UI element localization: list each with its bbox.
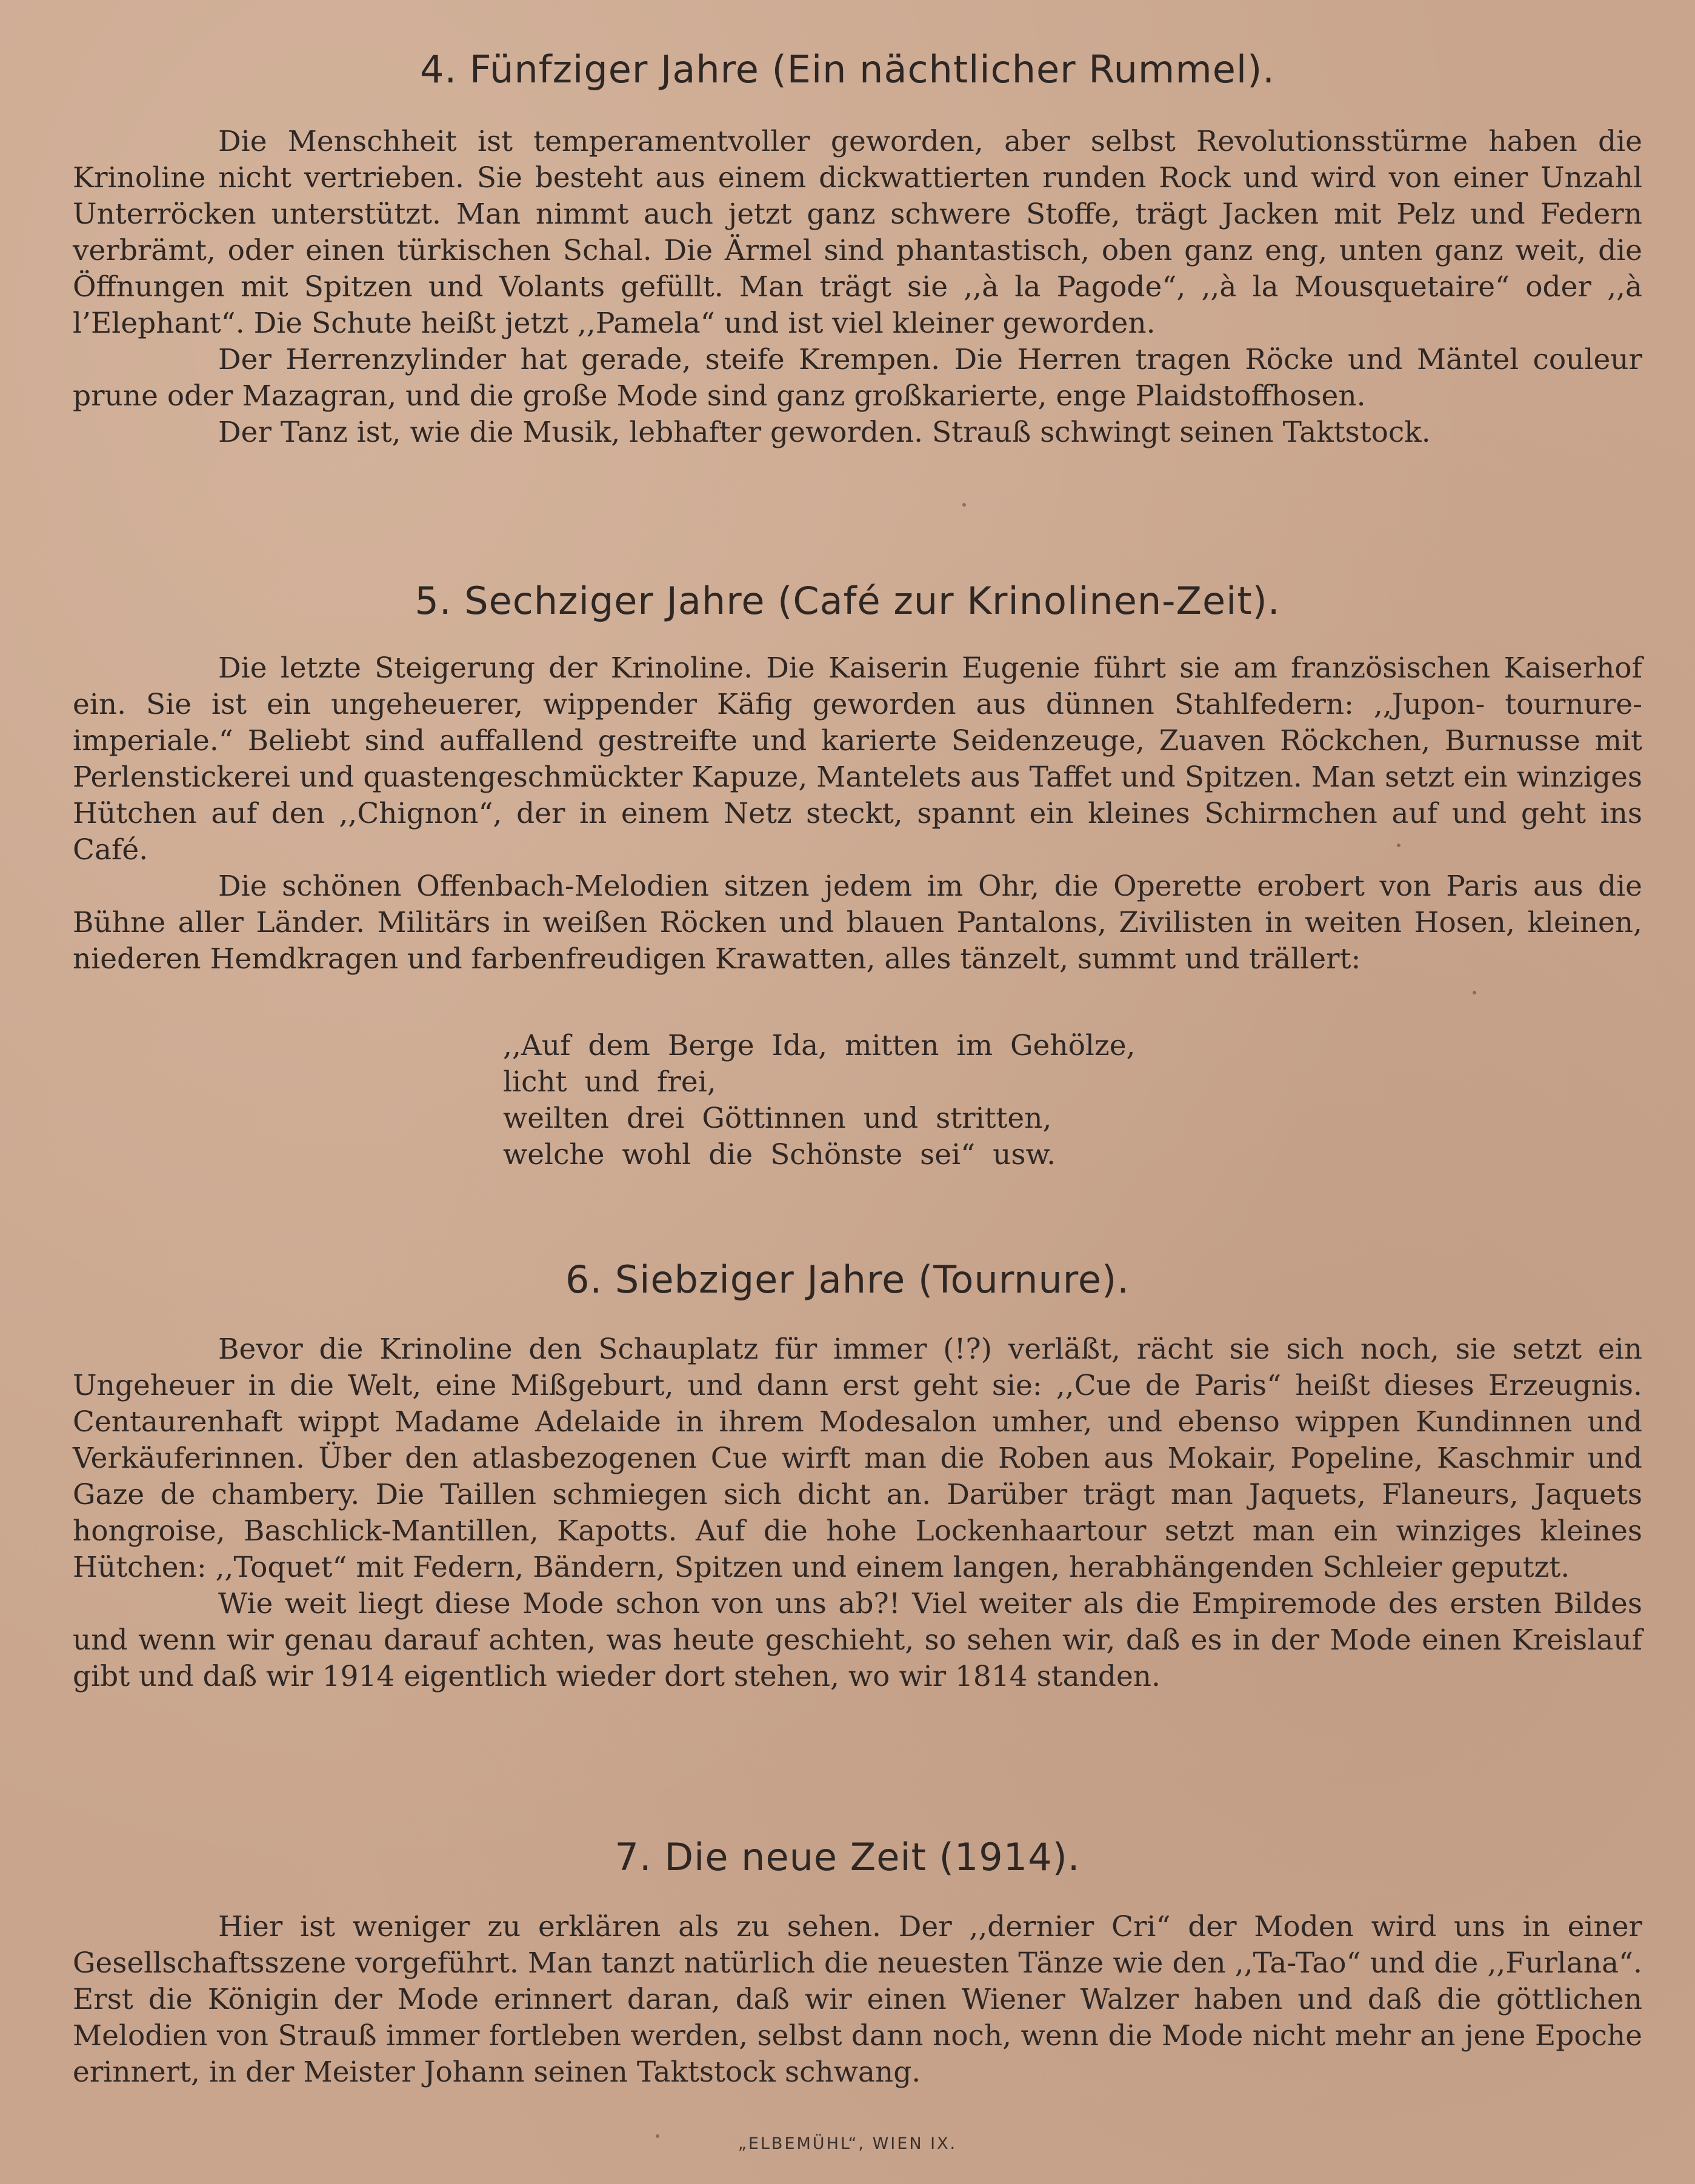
paper-speck <box>1473 991 1476 994</box>
section-6-paragraph-2: Wie weit liegt diese Mode schon von uns ab?! Viel weiter als die Empiremode des ersten Bildes und wenn wir genau darauf achten, was heute geschieht, so sehen wir, daß es in der Mode einen Kreislauf gibt und daß wir 1914 eigentlich wieder dort stehen, wo wir 1814 standen. <box>73 1587 1642 1693</box>
song-quotation <box>503 1028 1412 1173</box>
section-7-body <box>73 1909 1642 2091</box>
song-line: ,,Auf dem Berge Ida, mitten im Gehölze, <box>503 1029 1136 1062</box>
section-4-paragraph-1: Die Menschheit ist temperamentvoller geworden, aber selbst Revolutionsstürme haben die Krinoline nicht vertrieben. Sie besteht aus einem dickwattierten runden Rock und wird von einer Unzahl Unterröcken unterstützt. Man nimmt auch jetzt ganz schwere Stoffe, trägt Jacken mit Pelz und Federn verbrämt, oder einen türkischen Schal. Die Ärmel sind phantastisch, oben ganz eng, unten ganz weit, die Öffnungen mit Spitzen und Volants gefüllt. Man trägt sie ,,à la Pagode“, ,,à la Mousquetaire“ oder ,,à l’Elephant“. Die Schute heißt jetzt ,,Pamela“ und ist viel kleiner geworden. <box>73 125 1642 340</box>
section-4-paragraph-2: Der Herrenzylinder hat gerade, steife Krempen. Die Herren tragen Röcke und Mäntel couleur prune oder Mazagran, und die große Mode sind ganz großkarierte, enge Plaidstoffhosen. <box>73 343 1642 413</box>
song-line: weilten drei Göttinnen und stritten, <box>503 1102 1052 1135</box>
section-4-paragraph-3: Der Tanz ist, wie die Musik, lebhafter geworden. Strauß schwingt seinen Taktstock. <box>218 416 1431 449</box>
section-7-heading: 7. Die neue Zeit (1914). <box>614 1835 1081 1879</box>
section-5-body <box>73 650 1642 977</box>
section-5-paragraph-1: Die letzte Steigerung der Krinoline. Die Kaiserin Eugenie führt sie am französischen Kaiserhof ein. Sie ist ein ungeheuerer, wippender Käfig geworden aus dünnen Stahlfedern: ,,Jupon- tournure-imperiale.“ Beliebt sind auffallend gestreifte und karierte Seidenzeuge, Zuaven Röckchen, Burnusse mit Perlenstickerei und quastengeschmückter Kapuze, Mantelets aus Taffet und Spitzen. Man setzt ein winziges Hütchen auf den ,,Chignon“, der in einem Netz steckt, spannt ein kleines Schirmchen auf und geht ins Café. <box>73 651 1642 867</box>
section-6-heading: 6. Siebziger Jahre (Tournure). <box>565 1257 1130 1302</box>
paper-speck <box>962 503 966 507</box>
section-7-paragraph-1: Hier ist weniger zu erklären als zu sehen. Der ,,dernier Cri“ der Moden wird uns in einer Gesellschaftsszene vorgeführt. Man tanzt natürlich die neuesten Tänze wie den ,,Ta-Tao“ und die ,,Furlana“. Erst die Königin der Mode erinnert daran, daß wir einen Wiener Walzer haben und daß die göttlichen Melodien von Strauß immer fortleben werden, selbst dann noch, wenn die Mode nicht mehr an jene Epoche erinnert, in der Meister Johann seinen Taktstock schwang. <box>73 1910 1642 2089</box>
paper-speck <box>1397 844 1400 847</box>
section-4-heading: 4. Fünfziger Jahre (Ein nächtlicher Rummel). <box>420 47 1275 92</box>
printer-imprint: „ELBEMÜHL“, WIEN IX. <box>738 2134 957 2153</box>
song-line: licht und frei, <box>503 1065 716 1099</box>
section-6-body <box>73 1331 1642 1695</box>
section-6-paragraph-1: Bevor die Krinoline den Schauplatz für immer (!?) verläßt, rächt sie sich noch, sie setzt ein Ungeheuer in die Welt, eine Mißgeburt, und dann erst geht sie: ,,Cue de Paris“ heißt dieses Erzeugnis. Centaurenhaft wippt Madame Adelaide in ihrem Modesalon umher, und ebenso wippen Kundinnen und Verkäuferinnen. Über den atlasbezogenen Cue wirft man die Roben aus Mokair, Popeline, Kaschmir und Gaze de chambery. Die Taillen schmiegen sich dicht an. Darüber trägt man Jaquets, Flaneurs, Jaquets hongroise, Baschlick-Mantillen, Kapotts. Auf die hohe Lockenhaartour setzt man ein winziges kleines Hütchen: ,,Toquet“ mit Federn, Bändern, Spitzen und einem langen, herabhängenden Schleier geputzt. <box>73 1333 1642 1584</box>
paper-speck <box>656 2134 659 2138</box>
section-4-body <box>73 124 1642 451</box>
section-5-paragraph-2: Die schönen Offenbach-Melodien sitzen jedem im Ohr, die Operette erobert von Paris aus die Bühne aller Länder. Militärs in weißen Röcken und blauen Pantalons, Zivilisten in weiten Hosen, kleinen, niederen Hemdkragen und farbenfreudigen Krawatten, alles tänzelt, summt und trällert: <box>73 870 1642 976</box>
section-5-heading: 5. Sechziger Jahre (Café zur Krinolinen-Zeit). <box>415 579 1280 623</box>
song-line: welche wohl die Schönste sei“ usw. <box>503 1138 1056 1171</box>
